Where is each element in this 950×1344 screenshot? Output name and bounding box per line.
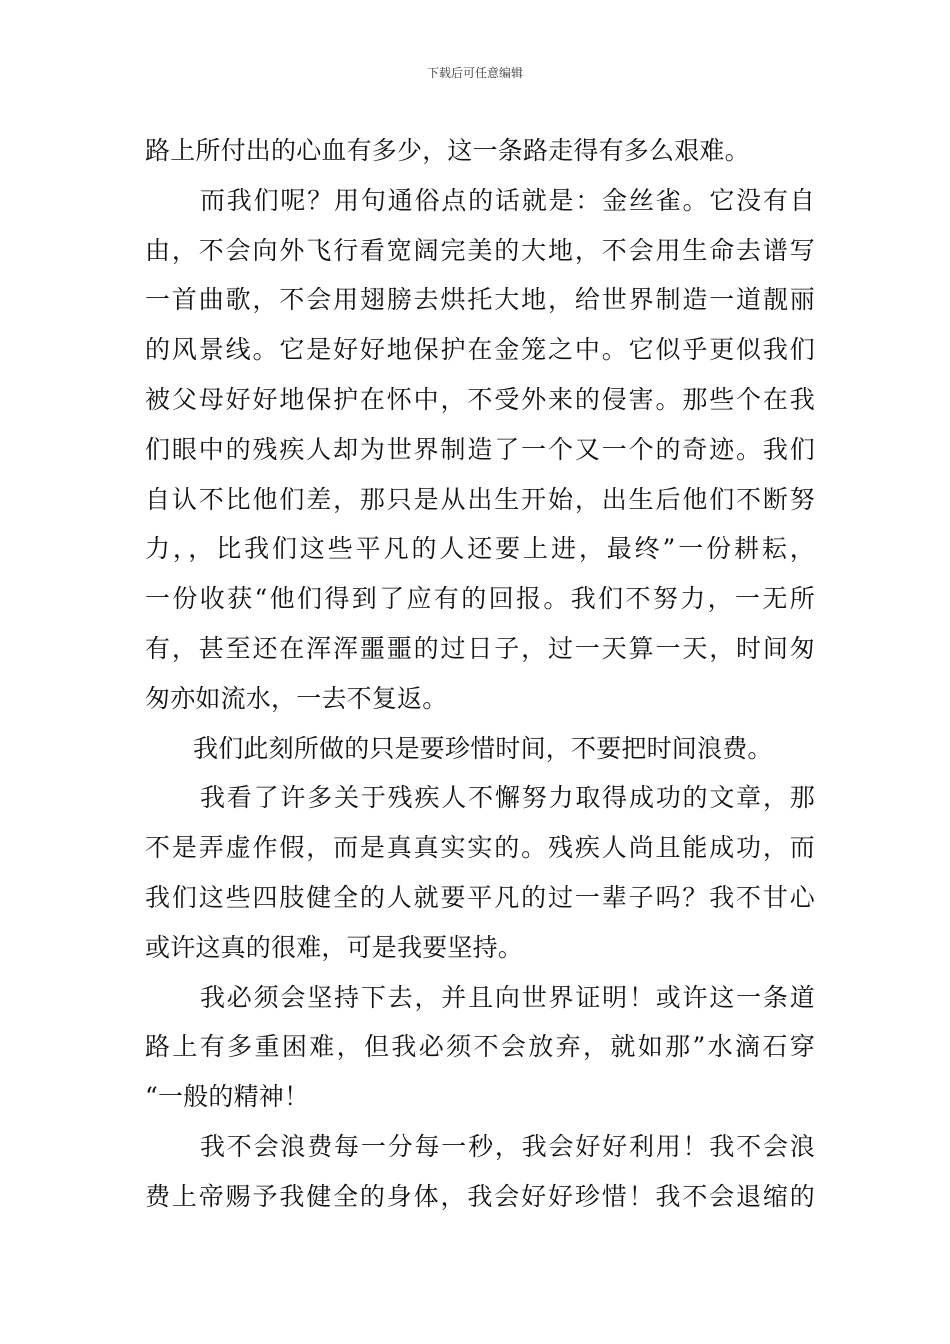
text-line: 力，，比我们这些平凡的人还要上进，最终”一份耕耘， bbox=[145, 534, 815, 564]
text-line: 被父母好好地保护在怀中，不受外来的侵害。那些个在我 bbox=[145, 384, 815, 414]
paragraph-start-line: 而我们呢？用句通俗点的话就是：金丝雀。它没有自 bbox=[200, 185, 815, 215]
text-line: 由，不会向外飞行看宽阔完美的大地，不会用生命去谱写 bbox=[145, 235, 815, 265]
text-line: 匆亦如流水，一去不复返。 bbox=[145, 683, 448, 713]
page-header: 下载后可任意编辑 bbox=[426, 66, 523, 80]
text-line: 不是弄虚作假，而是真真实实的。残疾人尚且能成功，而 bbox=[145, 833, 815, 863]
text-line: 一份收获“他们得到了应有的回报。我们不努力，一无所 bbox=[145, 584, 815, 614]
paragraph-start-line: 我不会浪费每一分每一秒，我会好好利用！我不会浪 bbox=[200, 1131, 815, 1161]
text-line: “一般的精神！ bbox=[145, 1082, 310, 1112]
text-line: 一首曲歌，不会用翅膀去烘托大地，给世界制造一道靓丽 bbox=[145, 285, 815, 315]
text-line: 路上有多重困难，但我必须不会放弃，就如那”水滴石穿 bbox=[145, 1032, 815, 1062]
paragraph-start-line: 我必须会坚持下去，并且向世界证明！或许这一条道 bbox=[200, 982, 815, 1012]
text-line: 我们这些四肢健全的人就要平凡的过一辈子吗？我不甘心 bbox=[145, 882, 815, 912]
document-body bbox=[145, 126, 815, 1222]
text-line: 路上所付出的心血有多少，这一条路走得有多么艰难。 bbox=[145, 136, 750, 165]
text-line: 自认不比他们差，那只是从出生开始，出生后他们不断努 bbox=[145, 484, 815, 514]
paragraph-start-line: 我看了许多关于残疾人不懈努力取得成功的文章，那 bbox=[200, 783, 815, 813]
paragraph-start-line: 我们此刻所做的只是要珍惜时间，不要把时间浪费。 bbox=[193, 733, 773, 763]
text-line: 费上帝赐予我健全的身体，我会好好珍惜！我不会退缩的 bbox=[145, 1181, 815, 1211]
text-line: 或许这真的很难，可是我要坚持。 bbox=[145, 932, 524, 962]
text-line: 们眼中的残疾人却为世界制造了一个又一个的奇迹。我们 bbox=[145, 434, 815, 464]
text-line: 有，甚至还在浑浑噩噩的过日子，过一天算一天，时间匆 bbox=[145, 633, 815, 663]
text-line: 的风景线。它是好好地保护在金笼之中。它似乎更似我们 bbox=[145, 335, 815, 365]
